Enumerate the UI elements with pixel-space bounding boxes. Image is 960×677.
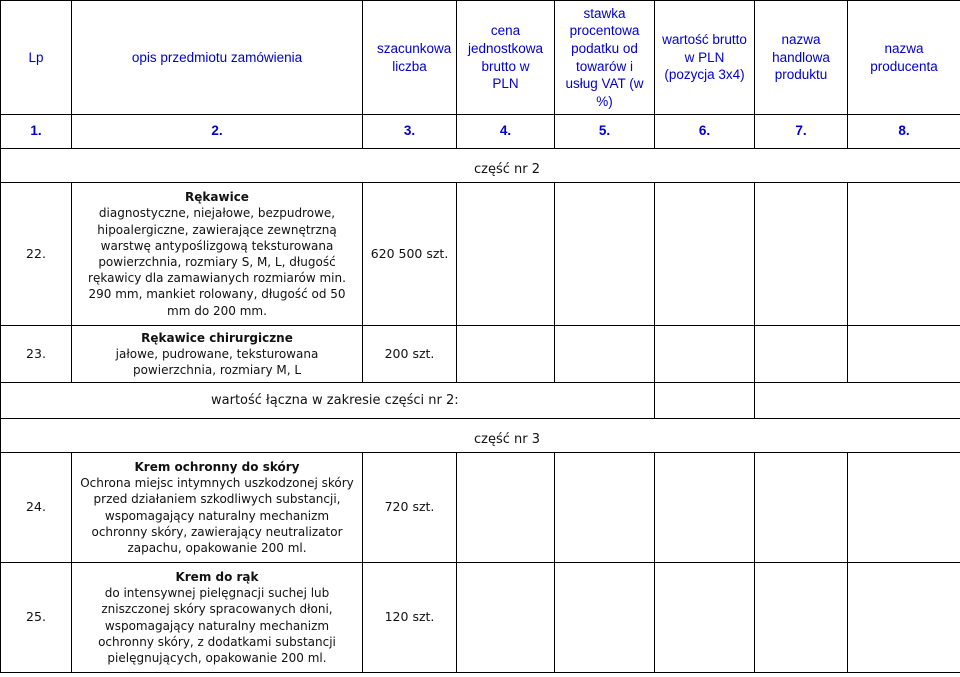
item-vat-cell[interactable] (555, 326, 655, 383)
item-trade-name-cell[interactable] (755, 326, 848, 383)
item-unit-price-cell[interactable] (457, 563, 555, 673)
item-vat-cell[interactable] (555, 183, 655, 326)
item-gross-value-cell[interactable] (655, 563, 755, 673)
item-vat-cell[interactable] (555, 563, 655, 673)
item-number: 23. (1, 326, 72, 383)
item-trade-name-cell[interactable] (755, 183, 848, 326)
item-unit-price-cell[interactable] (457, 453, 555, 563)
header-description: opis przedmiotu zamówienia (72, 1, 363, 115)
item-producer-cell[interactable] (848, 453, 960, 563)
item-description (72, 326, 363, 383)
item-description (72, 183, 363, 326)
item-title: Rękawice (185, 190, 249, 205)
column-number: 3. (363, 115, 457, 149)
item-unit-price-cell[interactable] (457, 326, 555, 383)
item-title: Krem do rąk (175, 569, 259, 584)
part3-heading-row (1, 419, 960, 453)
header-producer: nazwa producenta (848, 1, 960, 115)
header-unit-price: cena jednostkowa brutto w PLN (457, 1, 555, 115)
item-trade-name-cell[interactable] (755, 563, 848, 673)
column-number-row (1, 115, 960, 149)
part2-total-label: wartość łączna w zakresie części nr 2: (1, 383, 655, 419)
header-row (1, 1, 960, 115)
part2-total-filler (755, 383, 960, 419)
item-description (72, 453, 363, 563)
item-quantity: 620 500 szt. (363, 183, 457, 326)
item-body: diagnostyczne, niejałowe, bezpudrowe, hipoalergiczne, zawierające zewnętrzną warstwę antypoślizgową teksturowana powierzchnia, rozmiary S, M, L, długość rękawicy dla zamawianych rozmiarów min. 290 mm, mankiet rolowany, długość od 50 mm do 200 mm. (88, 206, 346, 318)
part3-label: część nr 3 (1, 419, 960, 453)
item-gross-value-cell[interactable] (655, 453, 755, 563)
column-number: 8. (848, 115, 960, 149)
item-gross-value-cell[interactable] (655, 326, 755, 383)
item-description (72, 563, 363, 673)
part2-total-value-cell[interactable] (655, 383, 755, 419)
item-number: 25. (1, 563, 72, 673)
column-number: 6. (655, 115, 755, 149)
column-number: 5. (555, 115, 655, 149)
item-vat-cell[interactable] (555, 453, 655, 563)
column-number: 4. (457, 115, 555, 149)
item-body: Ochrona miejsc intymnych uszkodzonej skóry przed działaniem szkodliwych substancji, wspomagający naturalny mechanizm ochronny skóry, zawierający neutralizator zapachu, opakowanie 200 ml. (80, 476, 354, 555)
item-number: 24. (1, 453, 72, 563)
header-trade-name: nazwa handlowa produktu (755, 1, 848, 115)
item-number: 22. (1, 183, 72, 326)
item-gross-value-cell[interactable] (655, 183, 755, 326)
header-vat-rate: stawka procentowa podatku od towarów i usług VAT (w %) (555, 1, 655, 115)
item-unit-price-cell[interactable] (457, 183, 555, 326)
item-producer-cell[interactable] (848, 326, 960, 383)
item-quantity: 200 szt. (363, 326, 457, 383)
item-trade-name-cell[interactable] (755, 453, 848, 563)
part2-heading-row (1, 149, 960, 183)
header-quantity: szacunkowa liczba (363, 1, 457, 115)
part2-total-row (1, 383, 960, 419)
item-quantity: 720 szt. (363, 453, 457, 563)
table-row (1, 183, 960, 326)
table-row (1, 453, 960, 563)
column-number: 1. (1, 115, 72, 149)
table-row (1, 563, 960, 673)
item-body: jałowe, pudrowane, teksturowana powierzchnia, rozmiary M, L (115, 346, 319, 378)
item-producer-cell[interactable] (848, 563, 960, 673)
item-body: do intensywnej pielęgnacji suchej lub zniszczonej skóry spracowanych dłoni, wspomagający naturalny mechanizm ochronny skóry, z dodatkami substancji pielęgnujących, opakowanie 200 ml. (98, 586, 336, 665)
table-row (1, 326, 960, 383)
item-producer-cell[interactable] (848, 183, 960, 326)
column-number: 2. (72, 115, 363, 149)
item-title: Krem ochronny do skóry (134, 459, 300, 474)
item-title: Rękawice chirurgiczne (141, 330, 293, 345)
column-number: 7. (755, 115, 848, 149)
header-lp: Lp (1, 1, 72, 115)
header-gross-value: wartość brutto w PLN (pozycja 3x4) (655, 1, 755, 115)
part2-label: część nr 2 (1, 149, 960, 183)
item-quantity: 120 szt. (363, 563, 457, 673)
